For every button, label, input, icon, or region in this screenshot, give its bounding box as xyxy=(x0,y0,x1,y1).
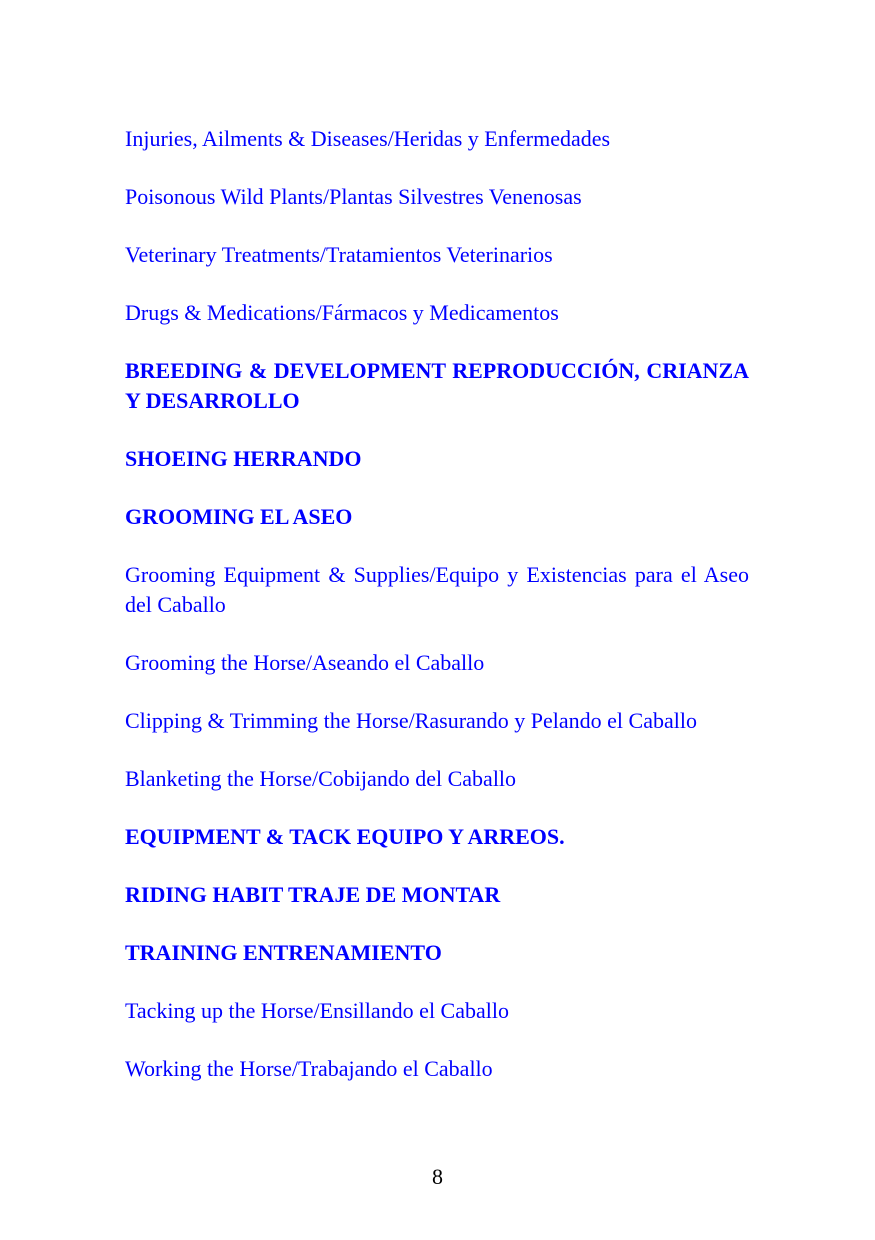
page-number: 8 xyxy=(432,1164,443,1189)
toc-heading-breeding-development[interactable]: BREEDING & DEVELOPMENT REPRODUCCIÓN, CRIANZA Y DESARROLLO xyxy=(125,358,749,413)
toc-entry-poisonous-wild-plants[interactable]: Poisonous Wild Plants/Plantas Silvestres Venenosas xyxy=(125,184,582,209)
toc-heading-riding-habit[interactable]: RIDING HABIT TRAJE DE MONTAR xyxy=(125,882,501,907)
toc-entry-tacking-up-the-horse[interactable]: Tacking up the Horse/Ensillando el Caballo xyxy=(125,998,509,1023)
toc-heading-shoeing[interactable]: SHOEING HERRANDO xyxy=(125,446,362,471)
toc-entry-grooming-equipment-supplies[interactable]: Grooming Equipment & Supplies/Equipo y Existencias para el Aseo del Caballo xyxy=(125,562,749,617)
toc-entry-clipping-trimming[interactable]: Clipping & Trimming the Horse/Rasurando y Pelando el Caballo xyxy=(125,708,697,733)
toc-entry-veterinary-treatments[interactable]: Veterinary Treatments/Tratamientos Veterinarios xyxy=(125,242,553,267)
toc-entry-grooming-the-horse[interactable]: Grooming the Horse/Aseando el Caballo xyxy=(125,650,485,675)
table-of-contents xyxy=(125,124,749,1084)
toc-entry-working-the-horse[interactable]: Working the Horse/Trabajando el Caballo xyxy=(125,1056,493,1081)
toc-entry-blanketing-the-horse[interactable]: Blanketing the Horse/Cobijando del Caballo xyxy=(125,766,517,791)
toc-entry-drugs-medications[interactable]: Drugs & Medications/Fármacos y Medicamentos xyxy=(125,300,559,325)
toc-entry-injuries-ailments-diseases[interactable]: Injuries, Ailments & Diseases/Heridas y Enfermedades xyxy=(125,126,611,151)
toc-heading-training[interactable]: TRAINING ENTRENAMIENTO xyxy=(125,940,442,965)
toc-heading-equipment-tack[interactable]: EQUIPMENT & TACK EQUIPO Y ARREOS. xyxy=(125,824,565,849)
toc-heading-grooming[interactable]: GROOMING EL ASEO xyxy=(125,504,353,529)
